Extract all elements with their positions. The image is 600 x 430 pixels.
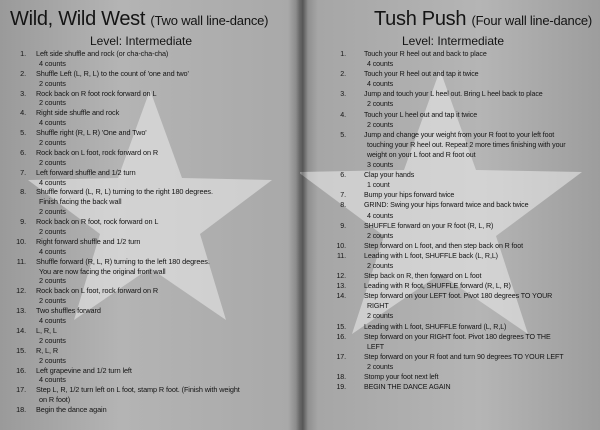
step-number: 1. xyxy=(20,49,26,58)
step-text: Leading with L foot, SHUFFLE forward (L, R,L) xyxy=(364,322,507,331)
right-subtitle-text: (Four wall line-dance) xyxy=(471,13,593,28)
step-row xyxy=(306,49,600,59)
step-text: Touch your R heel out and tap it twice xyxy=(364,70,479,79)
step-row xyxy=(306,231,600,241)
step-row xyxy=(306,271,600,281)
step-text: BEGIN THE DANCE AGAIN xyxy=(364,383,451,392)
step-text: Finish facing the back wall xyxy=(39,197,122,207)
step-row xyxy=(0,286,298,296)
step-number: 14. xyxy=(16,325,26,335)
step-text: Rock back on L foot, rock forward on R xyxy=(36,286,159,296)
step-number: 1. xyxy=(340,50,346,58)
step-row xyxy=(306,110,600,120)
step-row xyxy=(306,221,600,231)
left-page xyxy=(0,0,298,430)
step-row xyxy=(306,251,600,261)
step-number: 18. xyxy=(336,373,346,381)
step-text: Step L, R, 1/2 turn left on L foot, stamp R foot. (Finish with weight xyxy=(36,385,240,395)
step-row xyxy=(306,99,600,109)
step-text: Step forward on L foot, and then step back on R foot xyxy=(364,241,523,250)
step-number: 16. xyxy=(16,365,26,375)
step-text: Step forward on your RIGHT foot. Pivot 180 degrees TO THE xyxy=(364,332,551,341)
step-row xyxy=(0,128,298,138)
step-row xyxy=(0,49,298,59)
step-text: Left forward shuffle and 1/2 turn xyxy=(36,167,136,177)
step-row xyxy=(306,342,600,352)
step-row xyxy=(0,356,298,366)
step-row xyxy=(306,281,600,291)
step-text: weight on your L foot and R foot out xyxy=(367,150,476,159)
step-row xyxy=(0,276,298,286)
step-row xyxy=(0,247,298,257)
step-row xyxy=(0,316,298,326)
step-number: 2. xyxy=(340,70,346,79)
left-steps-list xyxy=(0,49,298,415)
step-text: 4 counts xyxy=(39,246,66,256)
step-row xyxy=(0,395,298,405)
step-row xyxy=(306,160,600,170)
step-row xyxy=(0,59,298,69)
step-text: 4 counts xyxy=(367,60,394,69)
right-page-title xyxy=(374,8,592,31)
step-text: 4 counts xyxy=(39,375,66,385)
step-text: Shuffle Left (L, R, L) to the count of 'one and two' xyxy=(36,68,189,78)
step-row xyxy=(306,382,600,392)
step-text: 4 counts xyxy=(367,80,394,89)
step-number: 5. xyxy=(20,128,26,138)
step-row xyxy=(0,237,298,247)
step-row xyxy=(0,257,298,267)
step-text: Step forward on your LEFT foot. Pivot 180 degrees TO YOUR xyxy=(364,292,553,301)
step-text: GRIND: Swing your hips forward twice and back twice xyxy=(364,201,529,210)
step-row xyxy=(0,168,298,178)
step-number: 16. xyxy=(336,332,346,341)
step-row xyxy=(0,89,298,99)
step-row xyxy=(0,375,298,385)
step-number: 5. xyxy=(340,130,346,139)
step-text: 2 counts xyxy=(39,296,66,306)
step-row xyxy=(0,138,298,148)
step-row xyxy=(306,322,600,332)
step-text: 2 counts xyxy=(39,335,66,345)
step-number: 17. xyxy=(16,385,26,395)
step-row xyxy=(0,79,298,89)
step-text: touching your R heel out. Repeat 2 more times finishing with your xyxy=(367,140,566,149)
step-row xyxy=(0,158,298,168)
step-text: 4 counts xyxy=(39,316,66,326)
step-text: 4 counts xyxy=(39,118,66,128)
step-text: 2 counts xyxy=(39,98,66,108)
step-row xyxy=(0,366,298,376)
step-number: 4. xyxy=(20,108,26,118)
step-text: Rock back on R foot, rock forward on L xyxy=(36,217,159,227)
step-text: Leading with L foot, SHUFFLE back (L, R,L) xyxy=(364,251,498,260)
step-row xyxy=(0,346,298,356)
step-row xyxy=(0,326,298,336)
left-subtitle-text: (Two wall line-dance) xyxy=(150,13,269,28)
step-text: Leading with R foot, SHUFFLE forward (R, L, R) xyxy=(364,282,511,291)
step-row xyxy=(0,118,298,128)
step-number: 13. xyxy=(336,282,346,291)
step-text: Shuffle forward (R, L, R) turning to the left 180 degrees. xyxy=(36,256,210,266)
step-text: 2 counts xyxy=(367,100,394,109)
right-steps-list xyxy=(306,49,600,392)
step-row xyxy=(306,120,600,130)
step-number: 8. xyxy=(340,201,346,210)
step-row xyxy=(306,89,600,99)
step-text: R, L, R xyxy=(36,345,59,355)
step-row xyxy=(0,405,298,415)
step-number: 7. xyxy=(340,191,346,200)
step-row xyxy=(0,306,298,316)
step-text: 1 count xyxy=(367,181,390,190)
step-row xyxy=(306,311,600,321)
step-text: 2 counts xyxy=(367,120,394,129)
step-text: Clap your hands xyxy=(364,171,415,180)
step-text: 2 counts xyxy=(367,312,394,321)
step-row xyxy=(306,190,600,200)
step-text: Stomp your foot next left xyxy=(364,373,439,381)
step-text: Step back on R, then forward on L foot xyxy=(364,272,482,281)
step-text: Rock back on R foot rock forward on L xyxy=(36,88,157,98)
step-row xyxy=(306,301,600,311)
step-number: 6. xyxy=(340,171,346,180)
step-text: Two shuffles forward xyxy=(36,306,101,316)
step-row xyxy=(306,352,600,362)
step-text: LEFT xyxy=(367,342,384,351)
step-row xyxy=(0,197,298,207)
step-number: 8. xyxy=(20,187,26,197)
step-text: Jump and change your weight from your R foot to your left foot xyxy=(364,130,555,139)
step-number: 9. xyxy=(20,217,26,227)
step-number: 12. xyxy=(336,272,346,281)
step-text: 2 counts xyxy=(39,276,66,286)
step-number: 19. xyxy=(336,383,346,392)
step-number: 6. xyxy=(20,147,26,157)
step-text: 2 counts xyxy=(39,207,66,217)
step-row xyxy=(306,211,600,221)
step-row xyxy=(306,200,600,210)
step-text: 2 counts xyxy=(39,355,66,365)
step-row xyxy=(306,79,600,89)
step-number: 17. xyxy=(336,352,346,361)
step-row xyxy=(306,291,600,301)
step-row xyxy=(306,241,600,251)
step-row xyxy=(306,59,600,69)
step-row xyxy=(306,362,600,372)
step-text: Begin the dance again xyxy=(36,405,107,415)
step-row xyxy=(306,130,600,140)
step-row xyxy=(0,217,298,227)
step-number: 9. xyxy=(340,221,346,230)
step-number: 11. xyxy=(16,256,26,266)
step-number: 7. xyxy=(20,167,26,177)
step-number: 11. xyxy=(336,251,346,260)
step-row xyxy=(0,148,298,158)
step-text: Right side shuffle and rock xyxy=(36,108,120,118)
step-number: 10. xyxy=(336,241,346,250)
step-row xyxy=(306,170,600,180)
step-text: 4 counts xyxy=(367,211,394,220)
step-row xyxy=(306,180,600,190)
step-row xyxy=(0,227,298,237)
step-number: 2. xyxy=(20,68,26,78)
step-number: 12. xyxy=(16,286,26,296)
step-number: 15. xyxy=(336,322,346,331)
step-text: 2 counts xyxy=(39,227,66,237)
step-row xyxy=(306,261,600,271)
step-text: 4 counts xyxy=(39,58,66,68)
step-number: 4. xyxy=(340,110,346,119)
step-row xyxy=(0,296,298,306)
step-text: Left grapevine and 1/2 turn left xyxy=(36,365,132,375)
left-page-title xyxy=(10,8,268,31)
step-text: 3 counts xyxy=(367,161,394,170)
step-number: 18. xyxy=(16,405,26,415)
step-text: Rock back on L foot, rock forward on R xyxy=(36,147,159,157)
step-text: on R foot) xyxy=(39,395,71,405)
step-text: Step forward on your R foot and turn 90 degrees TO YOUR LEFT xyxy=(364,352,564,361)
step-text: 4 counts xyxy=(39,177,66,187)
step-row xyxy=(306,372,600,382)
step-row xyxy=(0,178,298,188)
right-level-heading: Level: Intermediate xyxy=(401,34,505,48)
step-number: 15. xyxy=(16,345,26,355)
step-text: 2 counts xyxy=(39,78,66,88)
step-text: Touch your R heel out and back to place xyxy=(364,50,487,58)
step-text: Right forward shuffle and 1/2 turn xyxy=(36,236,141,246)
step-row xyxy=(306,140,600,150)
step-row xyxy=(0,207,298,217)
step-row xyxy=(0,69,298,79)
step-text: Shuffle right (R, L R) 'One and Two' xyxy=(36,128,147,138)
step-row xyxy=(306,69,600,79)
step-row xyxy=(0,98,298,108)
step-text: L, R, L xyxy=(36,325,57,335)
step-text: Bump your hips forward twice xyxy=(364,191,455,200)
step-text: Touch your L heel out and tap it twice xyxy=(364,110,478,119)
right-page xyxy=(306,0,600,430)
step-number: 3. xyxy=(20,88,26,98)
step-text: 2 counts xyxy=(39,157,66,167)
right-title-text: Tush Push xyxy=(374,8,467,30)
step-text: SHUFFLE forward on your R foot (R, L, R) xyxy=(364,221,494,230)
step-text: Left side shuffle and rock (or cha-cha-cha) xyxy=(36,49,169,58)
step-text: RIGHT xyxy=(367,302,389,311)
step-row xyxy=(0,267,298,277)
step-text: Shuffle forward (L, R, L) turning to the right 180 degrees. xyxy=(36,187,213,197)
step-number: 13. xyxy=(16,306,26,316)
left-level-heading: Level: Intermediate xyxy=(90,34,193,48)
step-row xyxy=(0,187,298,197)
step-text: You are now facing the original front wall xyxy=(39,266,166,276)
step-text: 2 counts xyxy=(367,362,394,371)
step-text: 2 counts xyxy=(39,138,66,148)
step-row xyxy=(0,108,298,118)
step-number: 14. xyxy=(336,292,346,301)
step-text: 2 counts xyxy=(367,261,394,270)
step-text: Jump and touch your L heel out. Bring L heel back to place xyxy=(364,90,543,99)
step-row xyxy=(306,150,600,160)
step-row xyxy=(0,336,298,346)
step-row xyxy=(306,332,600,342)
step-number: 3. xyxy=(340,90,346,99)
step-text: 2 counts xyxy=(367,231,394,240)
left-title-text: Wild, Wild West xyxy=(10,8,146,30)
step-row xyxy=(0,385,298,395)
step-number: 10. xyxy=(16,236,26,246)
